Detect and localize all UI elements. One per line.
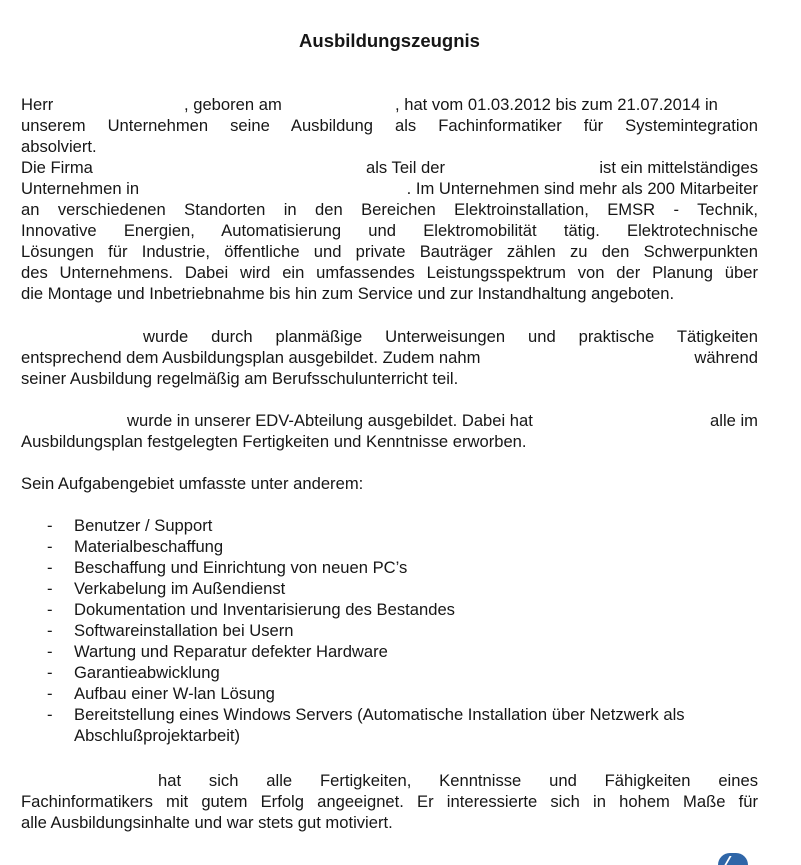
task-text: Wartung und Reparatur defekter Hardware [74, 642, 388, 661]
task-item [21, 683, 758, 704]
bullet-dash: - [47, 705, 53, 724]
document-title: Ausbildungszeugnis [299, 30, 480, 51]
task-text: Softwareinstallation bei Usern [74, 621, 294, 640]
company-type: ist ein mittelständiges [599, 158, 758, 177]
group-label: als Teil der [366, 158, 446, 177]
closing-line-2: Fachinformatikers mit gutem Erfolg angeeignet. Er interessierte sich in hohem Maße für [21, 792, 758, 811]
intro-line-9: des Unternehmens. Dabei wird ein umfassendes Leistungsspektrum von der Planung über [21, 263, 758, 282]
training-line-1 [21, 326, 758, 347]
edv-text-1b: alle im [710, 411, 758, 430]
task-item [21, 599, 758, 620]
intro-line-1 [21, 94, 758, 115]
tasks-heading: Sein Aufgabengebiet umfasste unter anderem: [21, 474, 364, 493]
edv-line-2: Ausbildungsplan festgelegten Fertigkeiten und Kenntnisse erworben. [21, 432, 527, 451]
bullet-dash: - [47, 558, 53, 577]
location-label: Unternehmen in [21, 179, 140, 198]
training-paragraph [21, 326, 758, 389]
bullet-dash: - [47, 579, 53, 598]
closing-line-3: alle Ausbildungsinhalte und war stets gut motiviert. [21, 813, 393, 832]
closing-line-1 [21, 770, 758, 791]
task-text: Verkabelung im Außendienst [74, 579, 286, 598]
edv-line-1 [21, 410, 758, 431]
bullet-dash: - [47, 642, 53, 661]
task-item [21, 578, 758, 599]
training-text-1: wurde durch planmäßige Unterweisungen und praktische Tätigkeiten [143, 327, 758, 346]
intro-paragraph [21, 94, 758, 304]
birth-label: , geboren am [184, 95, 282, 114]
bullet-dash: - [47, 600, 53, 619]
tasks-list [21, 515, 758, 746]
training-line-2 [21, 347, 758, 368]
task-text: Dokumentation und Inventarisierung des Bestandes [74, 600, 455, 619]
intro-line-3: absolviert. [21, 137, 97, 156]
employee-count: . Im Unternehmen sind mehr als 200 Mitarbeiter [406, 179, 758, 198]
task-text: Materialbeschaffung [74, 537, 224, 556]
bullet-dash: - [47, 684, 53, 703]
task-text: Benutzer / Support [74, 516, 213, 535]
training-period: , hat vom 01.03.2012 bis zum 21.07.2014 in [395, 95, 718, 114]
edv-text-1: wurde in unserer EDV-Abteilung ausgebildet. Dabei hat [127, 411, 533, 430]
intro-line-8: Lösungen für Industrie, öffentliche und private Bauträger zählen zu den Schwerpunkten [21, 242, 758, 261]
intro-line-5 [21, 178, 758, 199]
task-item [21, 515, 758, 536]
closing-paragraph [21, 770, 758, 833]
task-item [21, 704, 758, 746]
intro-line-7: Innovative Energien, Automatisierung und Elektromobilität tätig. Elektrotechnische [21, 221, 758, 240]
task-text: Aufbau einer W-lan Lösung [74, 684, 275, 703]
task-item [21, 620, 758, 641]
intro-line-2: unserem Unternehmen seine Ausbildung als Fachinformatiker für Systemintegration [21, 116, 758, 135]
task-item [21, 641, 758, 662]
training-text-2b: während [694, 348, 758, 367]
bullet-dash: - [47, 621, 53, 640]
corner-logo-icon [718, 853, 748, 865]
task-text: Bereitstellung eines Windows Servers (Automatische Installation über Netzwerk als Abschlußprojektarbeit) [74, 705, 685, 745]
intro-line-4 [21, 157, 758, 178]
salutation: Herr [21, 95, 54, 114]
bullet-dash: - [47, 663, 53, 682]
bullet-dash: - [47, 537, 53, 556]
training-text-2: entsprechend dem Ausbildungsplan ausgebildet. Zudem nahm [21, 348, 481, 367]
task-text: Garantieabwicklung [74, 663, 220, 682]
intro-line-10: die Montage und Inbetriebnahme bis hin zum Service und zur Instandhaltung angeboten. [21, 284, 675, 303]
closing-text-1: hat sich alle Fertigkeiten, Kenntnisse und Fähigkeiten eines [158, 771, 758, 790]
task-item [21, 536, 758, 557]
intro-line-6: an verschiedenen Standorten in den Bereichen Elektroinstallation, EMSR - Technik, [21, 200, 758, 219]
training-line-3: seiner Ausbildung regelmäßig am Berufsschulunterricht teil. [21, 369, 459, 388]
edv-paragraph [21, 410, 758, 452]
bullet-dash: - [47, 516, 53, 535]
tasks-list-wrapper [21, 515, 758, 746]
company-label: Die Firma [21, 158, 93, 177]
task-text: Beschaffung und Einrichtung von neuen PC’s [74, 558, 408, 577]
task-item [21, 662, 758, 683]
task-item [21, 557, 758, 578]
